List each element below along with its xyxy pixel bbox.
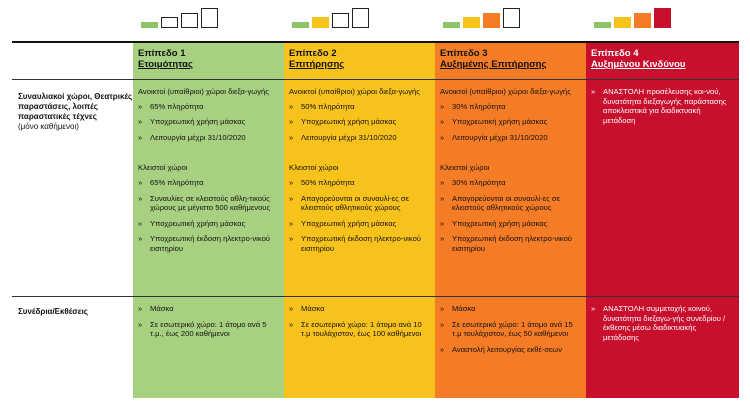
list-item: » Απαγορεύονται οι συναυλί-ες σε κλειστούς αθλητικούς χώρους <box>289 194 429 213</box>
header-level-1 <box>133 43 284 79</box>
list-item: » Λειτουργία μέχρι 31/10/2020 <box>289 133 429 143</box>
level-subtitle: Αυξημένου Κινδύνου <box>591 58 686 70</box>
indoor-heading: Κλειστοί χώροι <box>440 163 490 173</box>
row-label-title: Συνέδρια/Εκθέσεις <box>18 307 88 316</box>
list-item: » 30% πληρότητα <box>440 178 580 188</box>
list-item: » Λειτουργία μέχρι 31/10/2020 <box>138 133 278 143</box>
level-3-indicator <box>443 8 520 28</box>
indicator-segment <box>141 22 158 28</box>
cell-level-4 <box>586 80 739 296</box>
list-item: » Λειτουργία μέχρι 31/10/2020 <box>440 133 580 143</box>
level-2-indicator <box>292 8 369 28</box>
indicator-segment <box>443 22 460 28</box>
level-subtitle: Αυξημένης Επιτήρησης <box>440 58 547 70</box>
list-item: » Συναυλίες σε κλειστούς αθλη-τικούς χώρους με μέγιστο 500 καθήμενους <box>138 194 278 213</box>
indicator-segment <box>634 13 651 28</box>
indicator-segment <box>292 22 309 28</box>
cell-level-3 <box>435 80 586 296</box>
indoor-heading: Κλειστοί χώροι <box>289 163 339 173</box>
list-item: » 65% πληρότητα <box>138 102 278 112</box>
list-item: » Σε εσωτερικό χώρο: 1 άτομο ανά 10 τ.μ τουλάχιστον, έως 100 καθήμενοι <box>289 320 429 339</box>
cell-level-4 <box>586 297 739 398</box>
outdoor-heading: Ανοικτοί (υπαίθριοι) χώροι διεξα-γωγής <box>138 87 269 96</box>
list-item: » Υποχρεωτική χρήση μάσκας <box>289 219 429 229</box>
header-level-4 <box>586 43 739 79</box>
level-subtitle: Ετοιμότητας <box>138 58 193 70</box>
measures-table <box>12 41 739 398</box>
indicator-segment <box>483 13 500 28</box>
table-row-performances <box>12 80 739 296</box>
indicator-segment <box>332 13 349 28</box>
list-item: » ΑΝΑΣΤΟΛΗ προσέλευσης κοι-νού, δυνατότητα διεξαγωγής παράστασης αποκλειστικά για διαδικτυακή μετάδοση <box>591 87 733 125</box>
list-item: » Υποχρεωτική χρήση μάσκας <box>138 117 278 127</box>
list-item: » 50% πληρότητα <box>289 178 429 188</box>
row-label <box>12 297 133 398</box>
list-item: » Σε εσωτερικό χώρο: 1 άτομο ανά 15 τ.μ τουλάχιστον, έως 50 καθήμενοι <box>440 320 580 339</box>
list-item: » Υποχρεωτική χρήση μάσκας <box>440 117 580 127</box>
indicator-segment <box>463 17 480 28</box>
list-item: » ΑΝΑΣΤΟΛΗ συμμετοχής κοινού, δυνατότητα διεξαγω-γής συνεδρίου / έκθεσης μέσω διαδικτυακής μετάδοσης <box>591 304 733 342</box>
indicator-segment <box>161 17 178 28</box>
row-label <box>12 80 133 296</box>
list-item: » 65% πληρότητα <box>138 178 278 188</box>
list-item: » Μάσκα <box>138 304 278 314</box>
level-subtitle: Επιτήρησης <box>289 58 345 70</box>
level-title: Επίπεδο 3 <box>440 48 488 59</box>
cell-level-2 <box>284 297 435 398</box>
header-cell-empty <box>12 43 133 79</box>
list-item: » Μάσκα <box>289 304 429 314</box>
outdoor-heading: Ανοικτοί (υπαίθριοι) χώροι διεξα-γωγής <box>440 87 571 96</box>
cell-level-1 <box>133 297 284 398</box>
indicator-segment <box>181 13 198 28</box>
level-4-indicator <box>594 8 671 28</box>
cell-level-3 <box>435 297 586 398</box>
header-row <box>12 43 739 79</box>
list-item: » Υποχρεωτική έκδοση ηλεκτρο-νικού εισιτηρίου <box>138 234 278 253</box>
list-item: » 50% πληρότητα <box>289 102 429 112</box>
list-item: » Υποχρεωτική χρήση μάσκας <box>138 219 278 229</box>
indicator-segment <box>503 8 520 28</box>
list-item: » Υποχρεωτική χρήση μάσκας <box>289 117 429 127</box>
indoor-heading: Κλειστοί χώροι <box>138 163 188 173</box>
header-level-3 <box>435 43 586 79</box>
level-title: Επίπεδο 1 <box>138 48 186 59</box>
list-item: » Υποχρεωτική χρήση μάσκας <box>440 219 580 229</box>
list-item: » Υποχρεωτική έκδοση ηλεκτρο-νικού εισιτηρίου <box>289 234 429 253</box>
indicator-segment <box>654 8 671 28</box>
row-label-title: Συναυλιακοί χώροι, Θεατρικές παραστάσεις, λοιπές παραστατικές τέχνες <box>18 92 133 121</box>
indicator-segment <box>594 22 611 28</box>
list-item: » Μάσκα <box>440 304 580 314</box>
row-label-note: (μόνο καθήμενοι) <box>18 122 79 131</box>
list-item: » Απαγορεύονται οι συναυλί-ες σε κλειστούς αθλητικούς χώρους <box>440 194 580 213</box>
indicator-segment <box>312 17 329 28</box>
indicator-segment <box>614 17 631 28</box>
indicator-segment <box>352 8 369 28</box>
header-level-2 <box>284 43 435 79</box>
level-title: Επίπεδο 2 <box>289 48 337 59</box>
level-title: Επίπεδο 4 <box>591 48 639 59</box>
cell-level-2 <box>284 80 435 296</box>
level-1-indicator <box>141 8 218 28</box>
list-item: » Υποχρεωτική έκδοση ηλεκτρο-νικού εισιτηρίου <box>440 234 580 253</box>
cell-level-1 <box>133 80 284 296</box>
indicator-segment <box>201 8 218 28</box>
list-item: » Αναστολή λειτουργίας εκθέ-σεων <box>440 345 580 355</box>
outdoor-heading: Ανοικτοί (υπαίθριοι) χώροι διεξα-γωγής <box>289 87 420 96</box>
list-item: » 30% πληρότητα <box>440 102 580 112</box>
list-item: » Σε εσωτερικό χώρο: 1 άτομο ανά 5 τ.μ., έως 200 καθήμενοι <box>138 320 278 339</box>
table-row-conferences <box>12 297 739 398</box>
